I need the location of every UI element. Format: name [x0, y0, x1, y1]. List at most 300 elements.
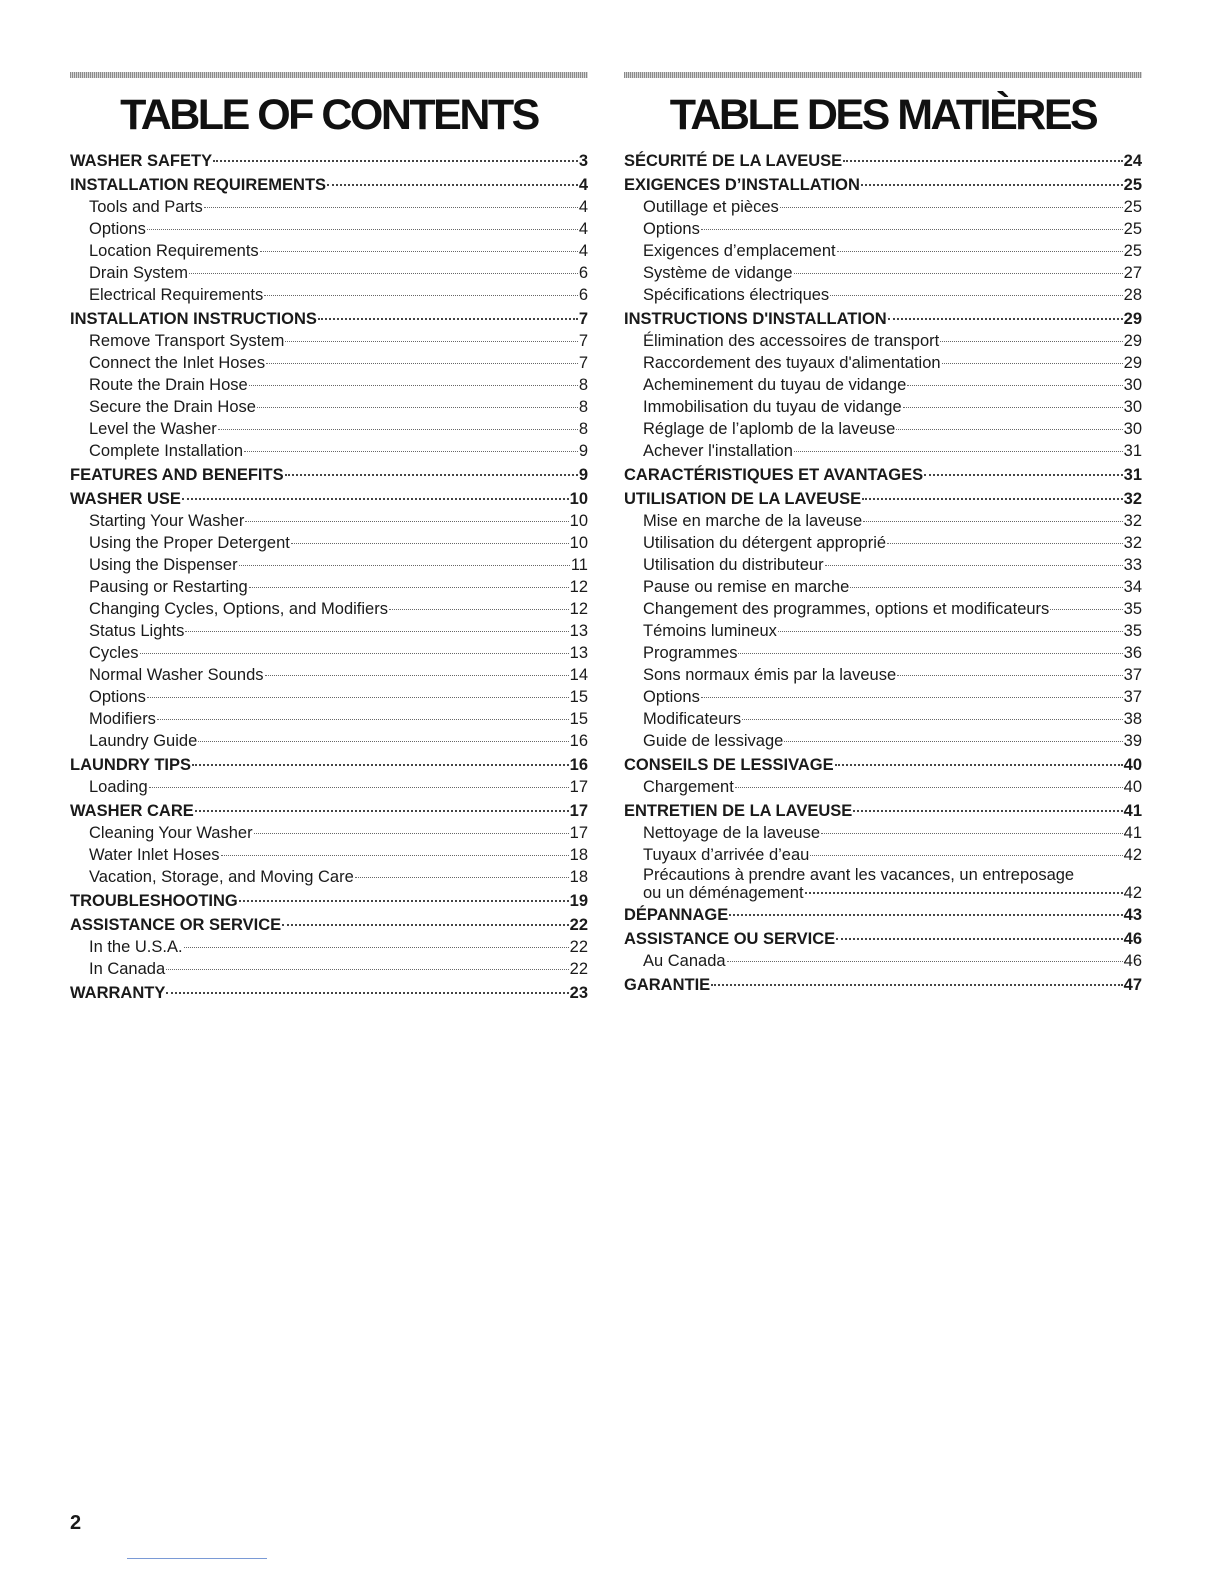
toc-page-number: 17	[569, 778, 588, 796]
dot-leader	[245, 521, 568, 522]
toc-page-number: 46	[1123, 952, 1142, 970]
dot-leader	[266, 363, 578, 364]
dot-leader	[701, 697, 1123, 698]
toc-subentry[interactable]	[624, 686, 1142, 708]
toc-subentry[interactable]	[624, 708, 1142, 730]
toc-entry-label: Utilisation du détergent approprié	[643, 534, 887, 552]
dot-leader	[794, 451, 1123, 452]
toc-entry-label: Utilisation du distributeur	[643, 556, 824, 574]
toc-entry-label: Level the Washer	[89, 420, 217, 438]
toc-page-number: 29	[1123, 332, 1142, 350]
toc-page-number: 42	[1123, 884, 1142, 902]
toc-entry-label: WASHER CARE	[70, 802, 194, 820]
dot-leader	[282, 924, 568, 926]
toc-subentry[interactable]	[70, 418, 588, 440]
toc-page-number: 15	[569, 688, 588, 706]
dot-leader	[810, 855, 1122, 856]
toc-page-number: 41	[1123, 802, 1142, 820]
toc-subentry[interactable]	[624, 866, 1142, 902]
dot-leader	[835, 764, 1123, 766]
toc-subentry[interactable]	[624, 664, 1142, 686]
dot-leader	[291, 543, 569, 544]
dot-leader	[888, 318, 1123, 320]
toc-entry-label: Laundry Guide	[89, 732, 198, 750]
toc-entry-label: In the U.S.A.	[89, 938, 183, 956]
dot-leader	[189, 273, 578, 274]
page-number: 2	[70, 1512, 82, 1534]
toc-page-number: 40	[1123, 756, 1142, 774]
toc-page-number: 29	[1123, 354, 1142, 372]
toc-subentry[interactable]	[70, 218, 588, 240]
toc-subentry[interactable]	[624, 844, 1142, 866]
toc-page-number: 39	[1123, 732, 1142, 750]
toc-subentry[interactable]	[70, 284, 588, 306]
toc-page-number: 29	[1123, 310, 1142, 328]
toc-subentry[interactable]	[70, 730, 588, 752]
toc-page-number: 27	[1123, 264, 1142, 282]
toc-page-number: 9	[578, 466, 588, 484]
dot-leader	[897, 675, 1123, 676]
toc-entry-label: Élimination des accessoires de transport	[643, 332, 940, 350]
toc-page-number: 10	[569, 490, 588, 508]
toc-entry-label: Nettoyage de la laveuse	[643, 824, 821, 842]
toc-entry-label: Using the Proper Detergent	[89, 534, 290, 552]
toc-page-number: 41	[1123, 824, 1142, 842]
toc-page-number: 10	[569, 512, 588, 530]
toc-entry-label: Outillage et pièces	[643, 198, 779, 216]
toc-page-number: 8	[578, 376, 588, 394]
toc-entry-label: Exigences d’emplacement	[643, 242, 836, 260]
toc-subentry[interactable]	[624, 776, 1142, 798]
dot-leader	[862, 498, 1123, 500]
toc-page-number: 34	[1123, 578, 1142, 596]
dot-leader	[260, 251, 578, 252]
dot-leader	[265, 675, 569, 676]
dot-leader	[940, 341, 1122, 342]
toc-entry-label: In Canada	[89, 960, 166, 978]
toc-entry-label: Normal Washer Sounds	[89, 666, 264, 684]
toc-subentry[interactable]	[624, 218, 1142, 240]
toc-subentry[interactable]	[624, 418, 1142, 440]
toc-subentry[interactable]	[624, 196, 1142, 218]
dot-leader	[861, 184, 1123, 186]
toc-subentry[interactable]	[624, 374, 1142, 396]
toc-subentry[interactable]	[70, 866, 588, 888]
toc-entry-label: Modificateurs	[643, 710, 742, 728]
toc-page-number: 40	[1123, 778, 1142, 796]
dot-leader	[249, 385, 578, 386]
toc-section-entry[interactable]	[624, 754, 1142, 776]
toc-page-number: 25	[1123, 176, 1142, 194]
dot-leader	[327, 184, 578, 186]
toc-list	[70, 150, 588, 1004]
toc-subentry[interactable]	[624, 620, 1142, 642]
toc-page-number: 22	[569, 938, 588, 956]
toc-entry-label: INSTALLATION INSTRUCTIONS	[70, 310, 317, 328]
toc-entry-label: Status Lights	[89, 622, 185, 640]
toc-entry-label: Mise en marche de la laveuse	[643, 512, 863, 530]
toc-subentry[interactable]	[70, 776, 588, 798]
toc-section-entry[interactable]	[624, 904, 1142, 926]
toc-entry-label: Drain System	[89, 264, 189, 282]
toc-page-number: 37	[1123, 688, 1142, 706]
toc-page-number: 17	[569, 824, 588, 842]
toc-subentry[interactable]	[70, 598, 588, 620]
toc-subentry[interactable]	[624, 352, 1142, 374]
dot-leader	[738, 653, 1122, 654]
toc-entry-label: DÉPANNAGE	[624, 906, 729, 924]
toc-section-entry[interactable]	[624, 308, 1142, 330]
toc-entry-label: SÉCURITÉ DE LA LAVEUSE	[624, 152, 843, 170]
dot-leader	[942, 363, 1123, 364]
toc-page-number: 31	[1123, 466, 1142, 484]
dot-leader	[166, 992, 568, 994]
toc-entry-label: Système de vidange	[643, 264, 793, 282]
toc-subentry[interactable]	[624, 240, 1142, 262]
toc-subentry[interactable]	[70, 822, 588, 844]
toc-entry-label: ENTRETIEN DE LA LAVEUSE	[624, 802, 853, 820]
toc-page-number: 8	[578, 420, 588, 438]
toc-page-number: 36	[1123, 644, 1142, 662]
toc-page-number: 4	[578, 176, 588, 194]
toc-entry-label: LAUNDRY TIPS	[70, 756, 192, 774]
dot-leader	[850, 587, 1122, 588]
dot-leader	[244, 451, 578, 452]
toc-subentry[interactable]	[70, 330, 588, 352]
toc-entry-label: FEATURES AND BENEFITS	[70, 466, 284, 484]
english-toc	[70, 72, 588, 1004]
toc-entry-label: INSTRUCTIONS D'INSTALLATION	[624, 310, 887, 328]
toc-entry-label: Raccordement des tuyaux d'alimentation	[643, 354, 941, 372]
toc-entry-label: Vacation, Storage, and Moving Care	[89, 868, 354, 886]
toc-page-number: 24	[1123, 152, 1142, 170]
toc-page-number: 6	[578, 286, 588, 304]
toc-entry-label: Pausing or Restarting	[89, 578, 248, 596]
toc-subentry[interactable]	[624, 262, 1142, 284]
toc-entry-label: Tuyaux d’arrivée d’eau	[643, 846, 810, 864]
dot-leader	[257, 407, 578, 408]
toc-page-number: 46	[1123, 930, 1142, 948]
toc-title: TABLE DES MATIÈRES	[669, 91, 1097, 139]
toc-page-number: 35	[1123, 622, 1142, 640]
toc-page-number: 4	[578, 198, 588, 216]
toc-section-entry[interactable]	[70, 754, 588, 776]
toc-section-entry[interactable]	[70, 464, 588, 486]
dot-leader	[830, 295, 1122, 296]
toc-subentry[interactable]	[624, 576, 1142, 598]
toc-page-number: 4	[578, 242, 588, 260]
toc-entry-label: Acheminement du tuyau de vidange	[643, 376, 907, 394]
dot-leader	[863, 521, 1122, 522]
toc-entry-label: Guide de lessivage	[643, 732, 784, 750]
toc-entry-label: Using the Dispenser	[89, 556, 238, 574]
toc-page-number: 18	[569, 846, 588, 864]
toc-page-number: 17	[569, 802, 588, 820]
dot-leader	[924, 474, 1122, 476]
toc-section-entry[interactable]	[624, 974, 1142, 996]
toc-section-entry[interactable]	[624, 928, 1142, 950]
toc-subentry[interactable]	[624, 396, 1142, 418]
dot-leader	[729, 914, 1122, 916]
toc-entry-label: Changing Cycles, Options, and Modifiers	[89, 600, 388, 618]
toc-entry-label: UTILISATION DE LA LAVEUSE	[624, 490, 862, 508]
toc-page-number: 7	[578, 332, 588, 350]
toc-subentry[interactable]	[70, 532, 588, 554]
dot-leader	[204, 207, 578, 208]
dot-leader	[896, 429, 1122, 430]
header-rule	[624, 72, 1142, 78]
french-toc	[624, 72, 1142, 996]
toc-entry-continuation	[643, 884, 1142, 902]
dot-leader	[836, 938, 1122, 940]
toc-page-number: 11	[570, 556, 588, 574]
dot-leader	[184, 947, 569, 948]
toc-entry-label: Route the Drain Hose	[89, 376, 248, 394]
toc-entry-label: Changement des programmes, options et modificateurs	[643, 600, 1050, 618]
dot-leader	[166, 969, 568, 970]
toc-entry-label: Complete Installation	[89, 442, 244, 460]
toc-subentry[interactable]	[624, 330, 1142, 352]
toc-entry-label: Sons normaux émis par la laveuse	[643, 666, 897, 684]
toc-page-number: 32	[1123, 512, 1142, 530]
toc-page-number: 12	[569, 578, 588, 596]
toc-entry-label: Témoins lumineux	[643, 622, 777, 640]
toc-entry-label: Programmes	[643, 644, 738, 662]
toc-subentry[interactable]	[624, 642, 1142, 664]
dot-leader	[254, 833, 569, 834]
dot-leader	[213, 160, 578, 162]
toc-page-number: 6	[578, 264, 588, 282]
dot-leader	[195, 810, 569, 812]
toc-page-number: 8	[578, 398, 588, 416]
toc-entry-label: Options	[89, 688, 146, 706]
dot-leader	[742, 719, 1123, 720]
toc-subentry[interactable]	[70, 196, 588, 218]
toc-page-number: 25	[1123, 198, 1142, 216]
toc-section-entry[interactable]	[70, 174, 588, 196]
toc-entry-label: Water Inlet Hoses	[89, 846, 220, 864]
dot-leader	[784, 741, 1122, 742]
dot-leader	[1050, 609, 1122, 610]
dot-leader	[837, 251, 1123, 252]
toc-subentry[interactable]	[70, 576, 588, 598]
toc-section-entry[interactable]	[70, 982, 588, 1004]
toc-entry-label: Au Canada	[643, 952, 726, 970]
toc-entry-label: Spécifications électriques	[643, 286, 830, 304]
toc-page-number: 9	[578, 442, 588, 460]
dot-leader	[903, 407, 1123, 408]
toc-entry-label: Options	[89, 220, 146, 238]
toc-entry-label: ou un déménagement	[643, 884, 804, 902]
toc-entry-label: Options	[643, 688, 700, 706]
dot-leader	[239, 565, 570, 566]
toc-entry-label: Chargement	[643, 778, 734, 796]
dot-leader	[805, 892, 1123, 894]
toc-section-entry[interactable]	[70, 308, 588, 330]
toc-page-number: 4	[578, 220, 588, 238]
toc-page-number: 10	[569, 534, 588, 552]
dot-leader	[264, 295, 578, 296]
toc-entry-label: CARACTÉRISTIQUES ET AVANTAGES	[624, 466, 924, 484]
dot-leader	[182, 498, 569, 500]
toc-subentry[interactable]	[70, 510, 588, 532]
toc-entry-label: ASSISTANCE OU SERVICE	[624, 930, 836, 948]
toc-section-entry[interactable]	[624, 150, 1142, 172]
toc-entry-label: Loading	[89, 778, 148, 796]
toc-page-number: 28	[1123, 286, 1142, 304]
toc-page-number: 14	[569, 666, 588, 684]
toc-subentry[interactable]	[70, 262, 588, 284]
toc-section-entry[interactable]	[70, 914, 588, 936]
toc-page-number: 23	[569, 984, 588, 1002]
toc-subentry[interactable]	[70, 664, 588, 686]
toc-subentry[interactable]	[624, 598, 1142, 620]
toc-page-number: 16	[569, 732, 588, 750]
toc-section-entry[interactable]	[624, 464, 1142, 486]
toc-page-number: 16	[569, 756, 588, 774]
dot-leader	[821, 833, 1123, 834]
dot-leader	[185, 631, 568, 632]
toc-page-number: 22	[569, 916, 588, 934]
dot-leader	[355, 877, 569, 878]
toc-subentry[interactable]	[70, 374, 588, 396]
toc-page-number: 25	[1123, 242, 1142, 260]
toc-entry-label: WASHER SAFETY	[70, 152, 213, 170]
toc-entry-label: TROUBLESHOOTING	[70, 892, 238, 910]
toc-page-number: 19	[569, 892, 588, 910]
toc-page-number: 38	[1123, 710, 1142, 728]
toc-entry-label: Achever l'installation	[643, 442, 793, 460]
toc-subentry[interactable]	[624, 510, 1142, 532]
dot-leader	[147, 229, 578, 230]
dot-leader	[157, 719, 569, 720]
toc-page-number: 42	[1123, 846, 1142, 864]
toc-entry-label: Connect the Inlet Hoses	[89, 354, 266, 372]
dot-leader	[907, 385, 1122, 386]
toc-subentry[interactable]	[70, 936, 588, 958]
toc-entry-label: INSTALLATION REQUIREMENTS	[70, 176, 327, 194]
dot-leader	[780, 207, 1123, 208]
dot-leader	[389, 609, 569, 610]
toc-subentry[interactable]	[70, 642, 588, 664]
toc-subentry[interactable]	[70, 352, 588, 374]
toc-entry-label: Cleaning Your Washer	[89, 824, 253, 842]
toc-subentry[interactable]	[624, 284, 1142, 306]
toc-entry-label: ASSISTANCE OR SERVICE	[70, 916, 282, 934]
toc-page-number: 37	[1123, 666, 1142, 684]
toc-section-entry[interactable]	[70, 890, 588, 912]
dot-leader	[221, 855, 569, 856]
toc-page-number: 32	[1123, 490, 1142, 508]
toc-entry-label: GARANTIE	[624, 976, 711, 994]
toc-entry-label: Modifiers	[89, 710, 156, 728]
dot-leader	[239, 900, 569, 902]
toc-entry-label: Options	[643, 220, 700, 238]
toc-entry-label: Précautions à prendre avant les vacances, un entreposage	[643, 866, 1075, 884]
header-rule	[70, 72, 588, 78]
toc-page-number: 35	[1123, 600, 1142, 618]
dot-leader	[218, 429, 578, 430]
toc-subentry[interactable]	[624, 554, 1142, 576]
toc-page-number: 7	[578, 354, 588, 372]
dot-leader	[140, 653, 569, 654]
toc-subentry[interactable]	[70, 620, 588, 642]
toc-page-number: 13	[569, 622, 588, 640]
toc-subentry[interactable]	[70, 708, 588, 730]
toc-entry-label: Starting Your Washer	[89, 512, 245, 530]
toc-subentry[interactable]	[624, 730, 1142, 752]
toc-subentry[interactable]	[70, 958, 588, 980]
toc-page-number: 3	[578, 152, 588, 170]
toc-page-number: 30	[1123, 420, 1142, 438]
toc-page-number: 7	[578, 310, 588, 328]
toc-section-entry[interactable]	[70, 488, 588, 510]
toc-subentry[interactable]	[624, 822, 1142, 844]
toc-entry-label: Electrical Requirements	[89, 286, 264, 304]
toc-subentry[interactable]	[70, 396, 588, 418]
dot-leader	[843, 160, 1122, 162]
toc-subentry[interactable]	[70, 440, 588, 462]
toc-section-entry[interactable]	[70, 800, 588, 822]
dot-leader	[778, 631, 1123, 632]
dot-leader	[198, 741, 568, 742]
toc-section-entry[interactable]	[624, 488, 1142, 510]
dot-leader	[285, 474, 578, 476]
toc-section-entry[interactable]	[70, 150, 588, 172]
toc-list	[624, 150, 1142, 996]
footer-line	[127, 1558, 267, 1559]
toc-page-number: 18	[569, 868, 588, 886]
toc-subentry[interactable]	[70, 844, 588, 866]
toc-subentry[interactable]	[70, 554, 588, 576]
toc-entry-label: Tools and Parts	[89, 198, 203, 216]
dot-leader	[887, 543, 1123, 544]
toc-section-entry[interactable]	[624, 174, 1142, 196]
toc-entry-label: Location Requirements	[89, 242, 259, 260]
toc-page-number: 47	[1123, 976, 1142, 994]
toc-subentry[interactable]	[624, 950, 1142, 972]
toc-page-number: 33	[1123, 556, 1142, 574]
toc-entry-label: Secure the Drain Hose	[89, 398, 256, 416]
toc-page-number: 22	[569, 960, 588, 978]
dot-leader	[701, 229, 1123, 230]
toc-page-number: 13	[569, 644, 588, 662]
toc-page-number: 12	[569, 600, 588, 618]
toc-entry-label: WARRANTY	[70, 984, 166, 1002]
toc-entry-label: Réglage de l’aplomb de la laveuse	[643, 420, 896, 438]
dot-leader	[149, 787, 569, 788]
toc-entry-label: EXIGENCES D’INSTALLATION	[624, 176, 860, 194]
toc-subentry[interactable]	[70, 240, 588, 262]
toc-section-entry[interactable]	[624, 800, 1142, 822]
toc-page-number: 25	[1123, 220, 1142, 238]
dot-leader	[735, 787, 1123, 788]
dot-leader	[853, 810, 1122, 812]
toc-entry-label: Remove Transport System	[89, 332, 285, 350]
dot-leader	[249, 587, 569, 588]
toc-entry-label: Pause ou remise en marche	[643, 578, 850, 596]
toc-page-number: 31	[1123, 442, 1142, 460]
toc-entry-label: WASHER USE	[70, 490, 181, 508]
toc-subentry[interactable]	[624, 532, 1142, 554]
toc-entry-label: Cycles	[89, 644, 139, 662]
toc-subentry[interactable]	[70, 686, 588, 708]
dot-leader	[192, 764, 569, 766]
dot-leader	[727, 961, 1123, 962]
toc-subentry[interactable]	[624, 440, 1142, 462]
dot-leader	[794, 273, 1123, 274]
toc-page-number: 15	[569, 710, 588, 728]
